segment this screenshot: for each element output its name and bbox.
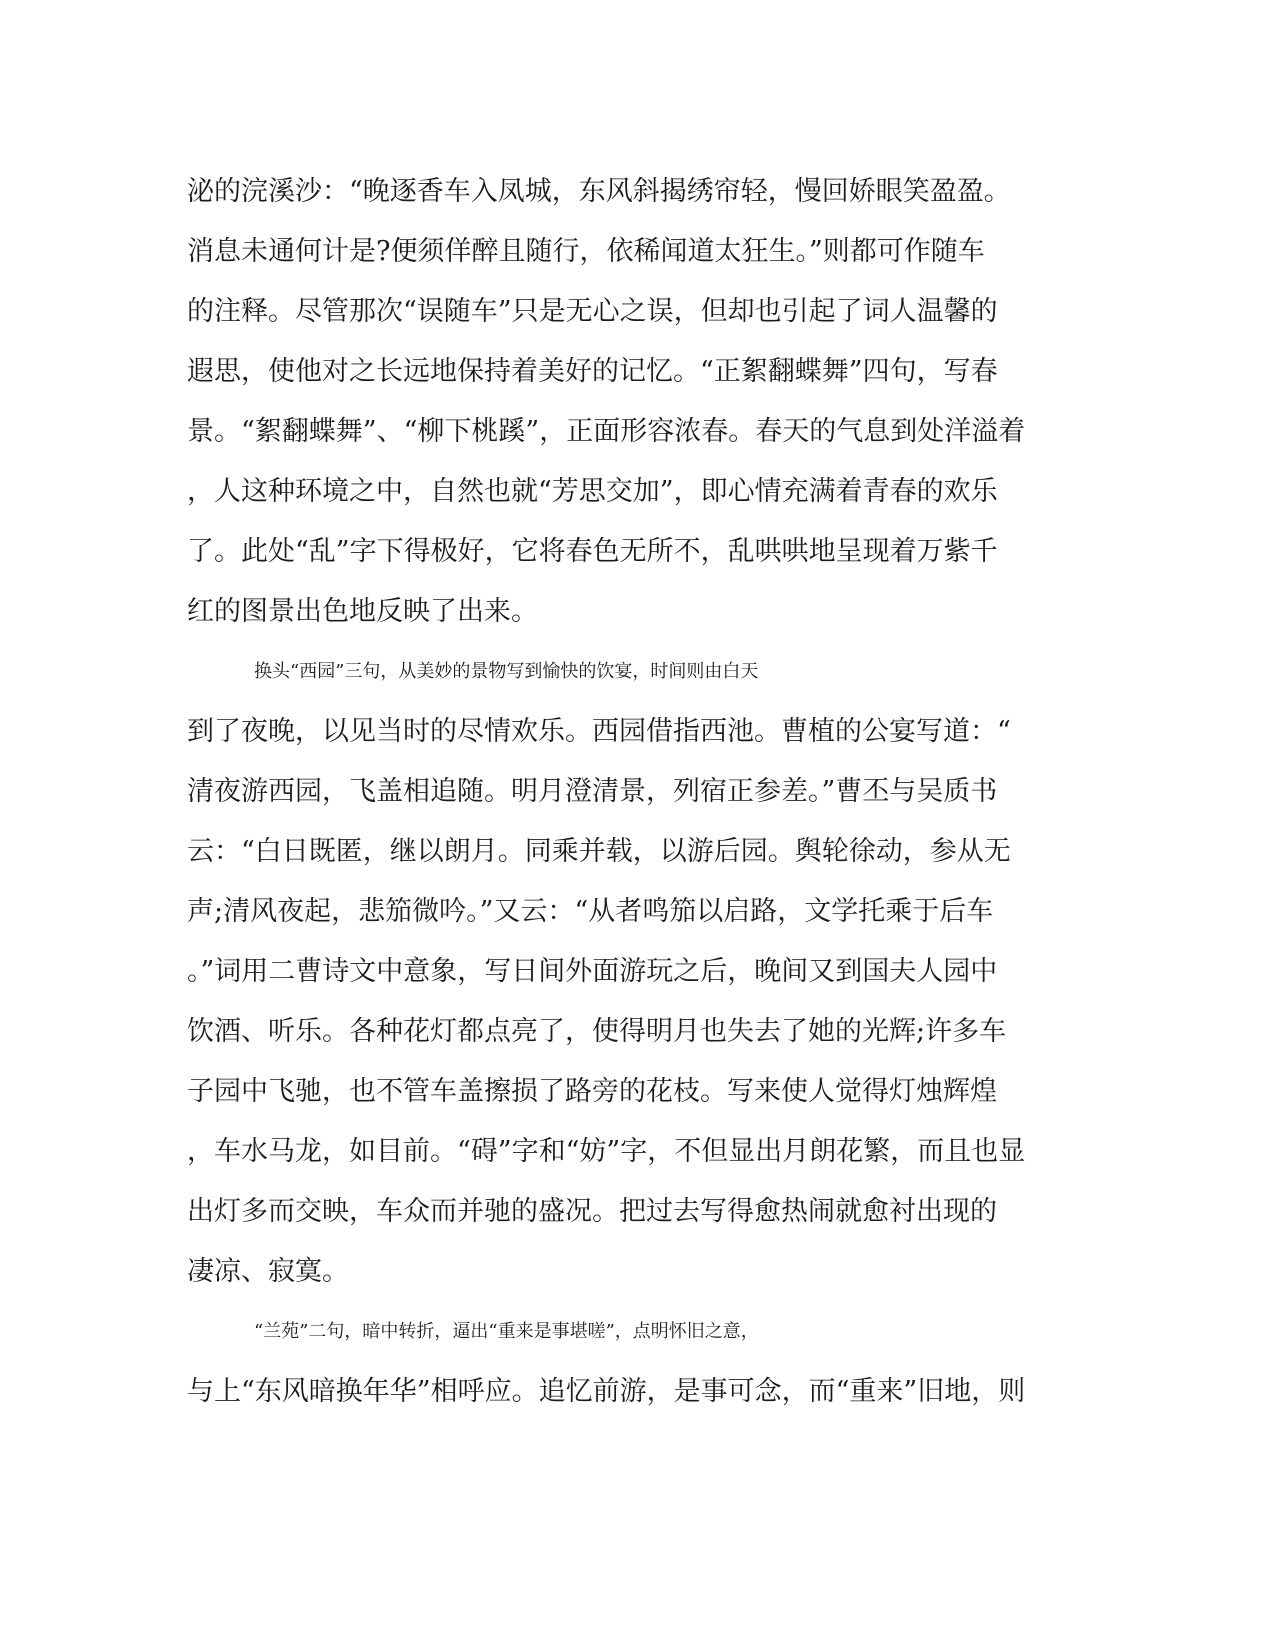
text-line: 泌的浣溪沙：“晚逐香车入凤城，东风斜揭绣帘轻，慢回娇眼笑盈盈。 [187, 176, 1011, 207]
text-line: 了。此处“乱”字下得极好，它将春色无所不，乱哄哄地呈现着万紫千 [187, 536, 998, 567]
text-line: 红的图景出色地反映了出来。 [187, 596, 538, 627]
text-line: ，车水马龙，如目前。“碍”字和“妨”字，不但显出月朗花繁，而且也显 [187, 1136, 1026, 1167]
text-line: 遐思，使他对之长远地保持着美好的记忆。“正絮翻蝶舞”四句，写春 [187, 356, 998, 387]
text-line: 。”词用二曹诗文中意象，写日间外面游玩之后，晚间又到国夫人园中 [187, 956, 998, 987]
text-line: 的注释。尽管那次“误随车”只是无心之误，但却也引起了词人温馨的 [187, 296, 998, 327]
text-line: 景。“絮翻蝶舞”、“柳下桃蹊”，正面形容浓春。春天的气息到处洋溢着 [187, 416, 1026, 447]
text-line: 声;清风夜起，悲笳微吟。”又云：“从者鸣笳以启路，文学托乘于后车 [187, 896, 994, 927]
text-line: 出灯多而交映，车众而并驰的盛况。把过去写得愈热闹就愈衬出现的 [187, 1196, 997, 1227]
text-line: 消息未通何计是?便须佯醉且随行，依稀闻道太狂生。”则都可作随车 [187, 236, 985, 267]
text-line: ，人这种环境之中，自然也就“芳思交加”，即心情充满着青春的欢乐 [187, 476, 998, 507]
text-line: 云：“白日既匿，继以朗月。同乘并载，以游后园。舆轮徐动，参从无 [187, 836, 1011, 867]
paragraph-first-line: 换头“西园”三句，从美妙的景物写到愉快的饮宴，时间则由白天 [254, 661, 759, 682]
text-line: 到了夜晚，以见当时的尽情欢乐。西园借指西池。曹植的公宴写道：“ [187, 716, 1011, 747]
text-line: 凄凉、寂寞。 [187, 1256, 349, 1287]
text-line: 子园中飞驰，也不管车盖擦损了路旁的花枝。写来使人觉得灯烛辉煌 [187, 1076, 997, 1107]
text-line: 饮酒、听乐。各种花灯都点亮了，使得明月也失去了她的光辉;许多车 [187, 1016, 1007, 1047]
paragraph-first-line: “兰苑”二句，暗中转折，逼出“重来是事堪嗟”，点明怀旧之意， [254, 1321, 759, 1342]
text-line: 与上“东风暗换年华”相呼应。追忆前游，是事可念，而“重来”旧地，则 [187, 1376, 1026, 1407]
text-line: 清夜游西园，飞盖相追随。明月澄清景，列宿正参差。”曹丕与吴质书 [187, 776, 998, 807]
